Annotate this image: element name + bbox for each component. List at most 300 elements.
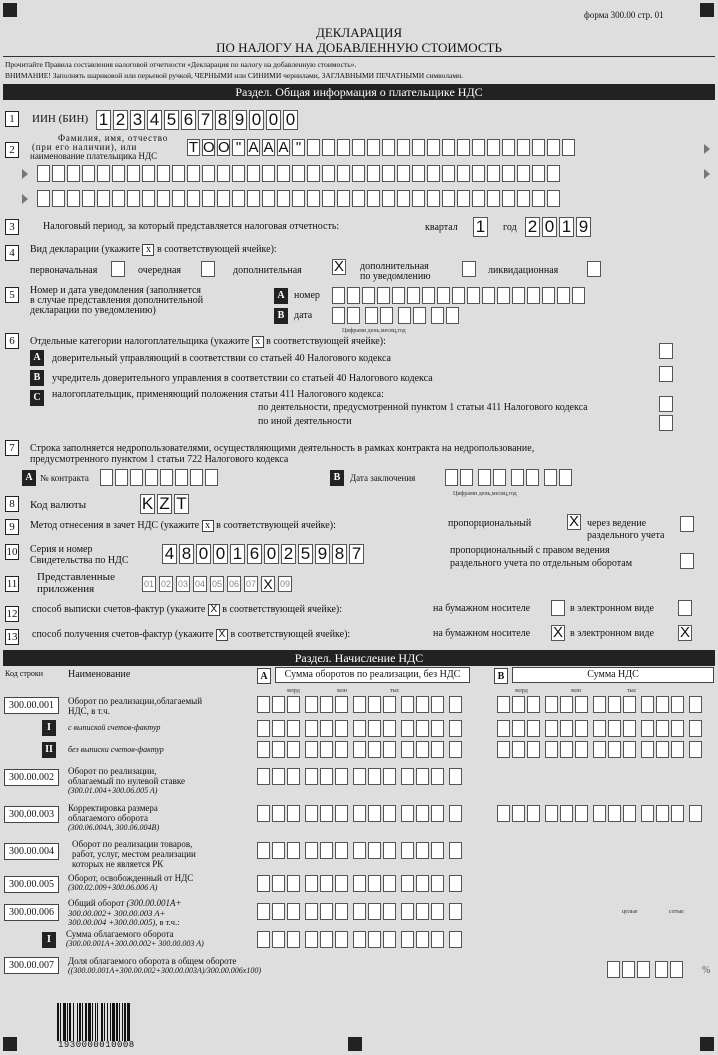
char-cell xyxy=(115,469,128,486)
corner-marker xyxy=(3,1037,17,1051)
name-label-2: (при его наличии), или xyxy=(32,142,138,152)
appendix-cell[interactable]: 05 xyxy=(210,576,224,592)
char-cell xyxy=(272,696,285,713)
char-cell xyxy=(257,805,270,822)
char-cell xyxy=(287,696,300,713)
cert-label-2: Свидетельства по НДС xyxy=(30,555,129,566)
amount-a-field[interactable] xyxy=(257,842,464,859)
notice-label-2: в случае представления дополнительной xyxy=(30,295,204,306)
char-cell xyxy=(172,190,185,207)
char-cell xyxy=(383,768,396,785)
barcode-bar xyxy=(122,1003,123,1041)
char-cell: 0 xyxy=(249,110,264,130)
line-name: Оборот по реализации,облагаемый xyxy=(68,696,203,706)
barcode-bar xyxy=(73,1003,74,1041)
char-cell xyxy=(335,931,348,948)
char-cell xyxy=(472,139,485,156)
char-cell xyxy=(380,307,393,324)
char-cell xyxy=(431,931,444,948)
arrow-right-icon xyxy=(22,169,28,179)
opt-additional-notice-2: по уведомлению xyxy=(360,271,431,282)
line-name: Общий оборот (300.00.001A+ xyxy=(68,898,182,908)
char-cell xyxy=(449,805,462,822)
char-cell xyxy=(320,842,333,859)
char-cell xyxy=(401,741,414,758)
char-cell xyxy=(335,768,348,785)
checkbox-prop-separate[interactable] xyxy=(680,553,694,569)
opt-prop-separate-2: раздельного учета по отдельным оборотам xyxy=(450,558,633,569)
checkbox-additional[interactable]: X xyxy=(333,258,344,275)
notice-date-field[interactable] xyxy=(332,307,461,324)
char-cell xyxy=(502,139,515,156)
char-cell xyxy=(545,805,558,822)
line-name: (300.06.004A, 300.06.004B) xyxy=(68,823,160,832)
receive-method-label: способ получения счетов-фактур (укажите X в соответствующей ячейке): xyxy=(32,629,351,640)
char-cell xyxy=(368,842,381,859)
char-cell xyxy=(689,741,702,758)
appendix-cell[interactable]: 06 xyxy=(227,576,241,592)
line-name: облагаемого оборота xyxy=(68,813,148,823)
char-cell xyxy=(467,287,480,304)
char-cell xyxy=(142,165,155,182)
char-cell xyxy=(671,720,684,737)
char-cell xyxy=(427,139,440,156)
amount-a-field[interactable] xyxy=(257,903,464,920)
char-cell xyxy=(593,741,606,758)
line-code: 300.00.002 xyxy=(4,769,59,786)
char-cell xyxy=(337,190,350,207)
line-name: Сумма облагаемого оборота xyxy=(66,929,174,939)
char-cell xyxy=(449,741,462,758)
barcode-bar xyxy=(124,1003,126,1041)
char-cell xyxy=(575,696,588,713)
opt-primary: первоначальная xyxy=(30,265,98,276)
char-cell xyxy=(656,741,669,758)
char-cell xyxy=(545,720,558,737)
char-cell xyxy=(689,720,702,737)
char-cell xyxy=(545,741,558,758)
char-cell xyxy=(416,696,429,713)
char-cell xyxy=(272,903,285,920)
checkbox-primary[interactable] xyxy=(111,261,125,277)
char-cell xyxy=(472,165,485,182)
quarter-field[interactable] xyxy=(473,217,490,237)
char-cell xyxy=(656,696,669,713)
barcode-bar xyxy=(116,1003,118,1041)
char-cell: 1 xyxy=(96,110,111,130)
char-cell xyxy=(272,875,285,892)
issue-electronic-label: в электронном виде xyxy=(570,603,654,614)
row-number: 12 xyxy=(6,608,18,620)
char-cell xyxy=(368,696,381,713)
contract-date-field[interactable] xyxy=(445,469,574,486)
char-cell xyxy=(457,165,470,182)
certificate-field[interactable] xyxy=(162,544,366,564)
char-cell xyxy=(532,165,545,182)
char-cell xyxy=(547,165,560,182)
issue-paper-label: на бумажном носителе xyxy=(433,603,531,614)
char-cell xyxy=(527,720,540,737)
char-cell xyxy=(353,768,366,785)
char-cell xyxy=(320,931,333,948)
char-cell xyxy=(257,696,270,713)
col-name-header: Наименование xyxy=(68,669,131,680)
appendix-cell[interactable]: 02 xyxy=(159,576,173,592)
row-number: 2 xyxy=(5,142,19,158)
char-cell xyxy=(320,875,333,892)
char-cell xyxy=(593,696,606,713)
char-cell xyxy=(272,931,285,948)
char-cell xyxy=(397,165,410,182)
char-cell xyxy=(527,696,540,713)
char-cell xyxy=(335,741,348,758)
char-cell xyxy=(607,961,620,978)
char-cell xyxy=(407,287,420,304)
char-cell xyxy=(217,190,230,207)
char-cell xyxy=(272,741,285,758)
char-cell: 0 xyxy=(542,217,557,237)
char-cell xyxy=(368,741,381,758)
amount-a-field[interactable] xyxy=(257,805,464,822)
char-cell xyxy=(287,875,300,892)
barcode-bar xyxy=(97,1003,98,1041)
char-cell: 5 xyxy=(164,110,179,130)
char-cell xyxy=(457,190,470,207)
char-cell xyxy=(416,720,429,737)
char-cell xyxy=(320,768,333,785)
char-cell xyxy=(287,741,300,758)
char-cell xyxy=(401,931,414,948)
appendix-cell[interactable]: 09 xyxy=(278,576,292,592)
letter-ii: II xyxy=(42,742,56,758)
checkbox-category-b[interactable] xyxy=(659,366,673,382)
char-cell xyxy=(367,165,380,182)
row-number: 1 xyxy=(5,111,19,127)
char-cell xyxy=(322,190,335,207)
char-cell xyxy=(547,139,560,156)
char-cell xyxy=(82,165,95,182)
char-cell xyxy=(512,287,525,304)
char-cell xyxy=(383,875,396,892)
char-cell xyxy=(502,165,515,182)
char-cell xyxy=(187,190,200,207)
checkbox-receive-electronic[interactable]: X xyxy=(679,624,690,641)
char-cell xyxy=(442,139,455,156)
letter-a: A xyxy=(30,350,44,366)
char-cell xyxy=(512,696,525,713)
char-cell xyxy=(383,805,396,822)
char-cell xyxy=(560,720,573,737)
checkbox-issue-electronic[interactable] xyxy=(678,600,692,616)
vat-method-label: Метод отнесения в зачет НДС (укажите x в соответствующей ячейке): xyxy=(30,520,336,531)
amount-a-field[interactable] xyxy=(257,875,464,892)
char-cell xyxy=(431,805,444,822)
char-cell xyxy=(671,696,684,713)
appendix-cell[interactable]: 07 xyxy=(244,576,258,592)
checkbox-proportional[interactable]: X xyxy=(568,513,579,530)
char-cell xyxy=(416,931,429,948)
contract-date-label: Дата заключения xyxy=(350,473,416,483)
char-cell xyxy=(431,720,444,737)
char-cell xyxy=(307,165,320,182)
decl-type-label: Вид декларации (укажите x в соответствующей ячейке): xyxy=(30,244,277,255)
iin-field[interactable] xyxy=(96,110,300,130)
checkbox-issue-paper[interactable] xyxy=(551,600,565,616)
barcode-bar xyxy=(85,1003,87,1041)
barcode-bar xyxy=(69,1003,71,1041)
char-cell xyxy=(572,287,585,304)
char-cell: 4 xyxy=(147,110,162,130)
char-cell: " xyxy=(292,139,305,156)
year-field[interactable] xyxy=(525,217,593,237)
taxpayer-name-line-3[interactable] xyxy=(37,190,562,207)
char-cell xyxy=(401,903,414,920)
letter-b: B xyxy=(330,470,344,486)
taxpayer-name-line-2[interactable] xyxy=(37,165,562,182)
instructions-line-1: Прочитайте Правила составления налоговой отчетности «Декларация по налогу на добавленную стоимость». xyxy=(5,60,357,69)
char-cell xyxy=(562,139,575,156)
col-code-header: Код строки xyxy=(5,669,44,678)
char-cell xyxy=(397,190,410,207)
char-cell xyxy=(416,842,429,859)
char-cell xyxy=(368,875,381,892)
category-a: доверительный управляющий в соответствии со статьей 40 Налогового кодекса xyxy=(52,353,391,364)
share-field[interactable] xyxy=(607,961,685,978)
char-cell xyxy=(52,190,65,207)
corner-marker xyxy=(700,3,714,17)
notice-number-label: номер xyxy=(294,290,320,301)
divider xyxy=(3,56,715,57)
char-cell xyxy=(575,720,588,737)
unit-label: целые xyxy=(622,909,638,915)
char-cell: 2 xyxy=(281,544,296,564)
amount-a-field[interactable] xyxy=(257,931,464,948)
char-cell: 6 xyxy=(247,544,262,564)
char-cell xyxy=(160,469,173,486)
char-cell xyxy=(416,768,429,785)
char-cell xyxy=(157,190,170,207)
char-cell: 3 xyxy=(130,110,145,130)
char-cell xyxy=(401,720,414,737)
char-cell xyxy=(305,931,318,948)
char-cell: Т xyxy=(188,139,199,156)
arrow-right-icon xyxy=(704,144,710,154)
char-cell: T xyxy=(174,494,189,514)
opt-separate-2: раздельного учета xyxy=(587,530,665,541)
char-cell xyxy=(257,720,270,737)
opt-prop-separate-1: пропорциональный с правом ведения xyxy=(450,545,610,556)
notice-number-field[interactable] xyxy=(332,287,587,304)
barcode xyxy=(55,1003,165,1041)
char-cell xyxy=(512,741,525,758)
char-cell xyxy=(353,805,366,822)
line-code: 300.00.001 xyxy=(4,697,59,714)
currency-field[interactable] xyxy=(140,494,191,514)
checkbox-receive-paper[interactable]: X xyxy=(552,624,563,641)
char-cell: А xyxy=(248,139,259,156)
char-cell xyxy=(623,741,636,758)
letter-i: I xyxy=(42,720,56,736)
char-cell xyxy=(412,165,425,182)
char-cell xyxy=(382,165,395,182)
line-name: Оборот, освобожденный от НДС xyxy=(68,873,194,883)
category-c1: по деятельности, предусмотренной пунктом 1 статьи 411 Налогового кодекса xyxy=(258,402,588,413)
line-name: Оборот по реализации, xyxy=(68,766,157,776)
char-cell xyxy=(305,696,318,713)
notice-label-3: декларации по уведомлению) xyxy=(30,305,156,316)
appendix-cell[interactable]: X xyxy=(261,576,275,592)
char-cell xyxy=(427,165,440,182)
char-cell xyxy=(320,805,333,822)
char-cell xyxy=(623,696,636,713)
char-cell xyxy=(656,720,669,737)
checkbox-category-c1[interactable] xyxy=(659,396,673,412)
checkbox-liquidation[interactable] xyxy=(587,261,601,277)
char-cell xyxy=(392,287,405,304)
char-cell xyxy=(689,696,702,713)
char-cell xyxy=(335,805,348,822)
apps-label-2: приложения xyxy=(37,583,95,595)
line-code: 300.00.007 xyxy=(4,957,59,974)
barcode-bar xyxy=(67,1003,68,1041)
char-cell xyxy=(320,696,333,713)
char-cell xyxy=(383,903,396,920)
letter-b: B xyxy=(30,370,44,386)
amount-a-field[interactable] xyxy=(257,741,464,758)
amount-a-field[interactable] xyxy=(257,768,464,785)
char-cell xyxy=(382,190,395,207)
checkbox-category-c2[interactable] xyxy=(659,415,673,431)
char-cell xyxy=(187,165,200,182)
char-cell xyxy=(272,842,285,859)
line-name: НДС, в т.ч. xyxy=(68,706,110,716)
line-name: работ, услуг, местом реализации xyxy=(72,849,196,859)
char-cell xyxy=(272,720,285,737)
checkbox-separate[interactable] xyxy=(680,516,694,532)
char-cell xyxy=(655,961,668,978)
unit-label: млн xyxy=(571,688,582,694)
char-cell xyxy=(335,720,348,737)
row-number: 3 xyxy=(5,219,19,235)
char-cell xyxy=(526,469,539,486)
char-cell: 6 xyxy=(181,110,196,130)
name-label-1: Фамилия, имя, отчество xyxy=(58,133,168,143)
amount-b-field[interactable] xyxy=(497,741,704,758)
contract-number-field[interactable] xyxy=(100,469,220,486)
category-c2: по иной деятельности xyxy=(258,416,352,427)
currency-label: Код валюты xyxy=(30,499,87,511)
char-cell xyxy=(545,696,558,713)
row-number: 9 xyxy=(5,519,19,535)
char-cell xyxy=(335,842,348,859)
line-code: 300.00.003 xyxy=(4,806,59,823)
checkbox-regular[interactable] xyxy=(201,261,215,277)
char-cell xyxy=(608,805,621,822)
char-cell xyxy=(656,805,669,822)
char-cell xyxy=(353,720,366,737)
char-cell xyxy=(383,842,396,859)
percent-sign: % xyxy=(702,965,711,976)
line-name: с выпиской счетов-фактур xyxy=(68,723,161,732)
appendix-cell[interactable]: 03 xyxy=(176,576,190,592)
char-cell xyxy=(277,190,290,207)
unit-label: млрд xyxy=(515,688,528,694)
taxpayer-name-line-1[interactable] xyxy=(187,139,577,156)
date-hint: Цифрами день,месяц,год xyxy=(453,491,517,497)
char-cell xyxy=(547,190,560,207)
char-cell xyxy=(641,741,654,758)
char-cell xyxy=(352,190,365,207)
char-cell xyxy=(332,307,345,324)
char-cell xyxy=(335,903,348,920)
amount-b-field[interactable] xyxy=(497,805,704,822)
appendix-cell[interactable]: 04 xyxy=(193,576,207,592)
amount-b-field[interactable] xyxy=(497,720,704,737)
char-cell xyxy=(172,165,185,182)
char-cell xyxy=(449,768,462,785)
mark-example: x xyxy=(252,336,264,348)
char-cell xyxy=(320,741,333,758)
unit-label: тыс xyxy=(627,688,637,694)
char-cell: 4 xyxy=(162,544,177,564)
char-cell xyxy=(449,875,462,892)
appendix-cell[interactable]: 01 xyxy=(142,576,156,592)
char-cell xyxy=(608,720,621,737)
char-cell xyxy=(689,805,702,822)
char-cell xyxy=(487,165,500,182)
line-name: (300.01.004+300.06.005 A) xyxy=(68,786,158,795)
checkbox-category-a[interactable] xyxy=(659,343,673,359)
char-cell: 8 xyxy=(215,110,230,130)
char-cell xyxy=(527,287,540,304)
char-cell xyxy=(497,805,510,822)
char-cell xyxy=(511,469,524,486)
char-cell xyxy=(287,768,300,785)
letter-a: A xyxy=(22,470,36,486)
char-cell: 9 xyxy=(315,544,330,564)
char-cell xyxy=(593,805,606,822)
char-cell xyxy=(305,720,318,737)
amount-a-field[interactable] xyxy=(257,720,464,737)
checkbox-additional-notice[interactable] xyxy=(462,261,476,277)
char-cell xyxy=(493,469,506,486)
char-cell xyxy=(397,139,410,156)
iin-label: ИИН (БИН) xyxy=(32,113,89,125)
form-id: форма 300.00 стр. 01 xyxy=(584,10,664,20)
char-cell xyxy=(272,805,285,822)
char-cell xyxy=(497,287,510,304)
barcode-bar xyxy=(57,1003,59,1041)
char-cell xyxy=(446,307,459,324)
char-cell xyxy=(362,287,375,304)
char-cell xyxy=(478,469,491,486)
char-cell xyxy=(560,805,573,822)
letter-b: B xyxy=(494,668,508,684)
contract-number-label: № контракта xyxy=(40,473,89,483)
char-cell xyxy=(416,875,429,892)
char-cell xyxy=(437,287,450,304)
row-number: 4 xyxy=(5,245,19,261)
char-cell xyxy=(383,931,396,948)
char-cell xyxy=(37,190,50,207)
line-name: которых не является РК xyxy=(72,859,164,869)
amount-b-field[interactable] xyxy=(497,696,704,713)
opt-additional: дополнительная xyxy=(233,265,302,276)
receive-paper-label: на бумажном носителе xyxy=(433,628,531,639)
amount-a-field[interactable] xyxy=(257,696,464,713)
char-cell: Z xyxy=(157,494,172,514)
barcode-bar xyxy=(60,1003,61,1041)
